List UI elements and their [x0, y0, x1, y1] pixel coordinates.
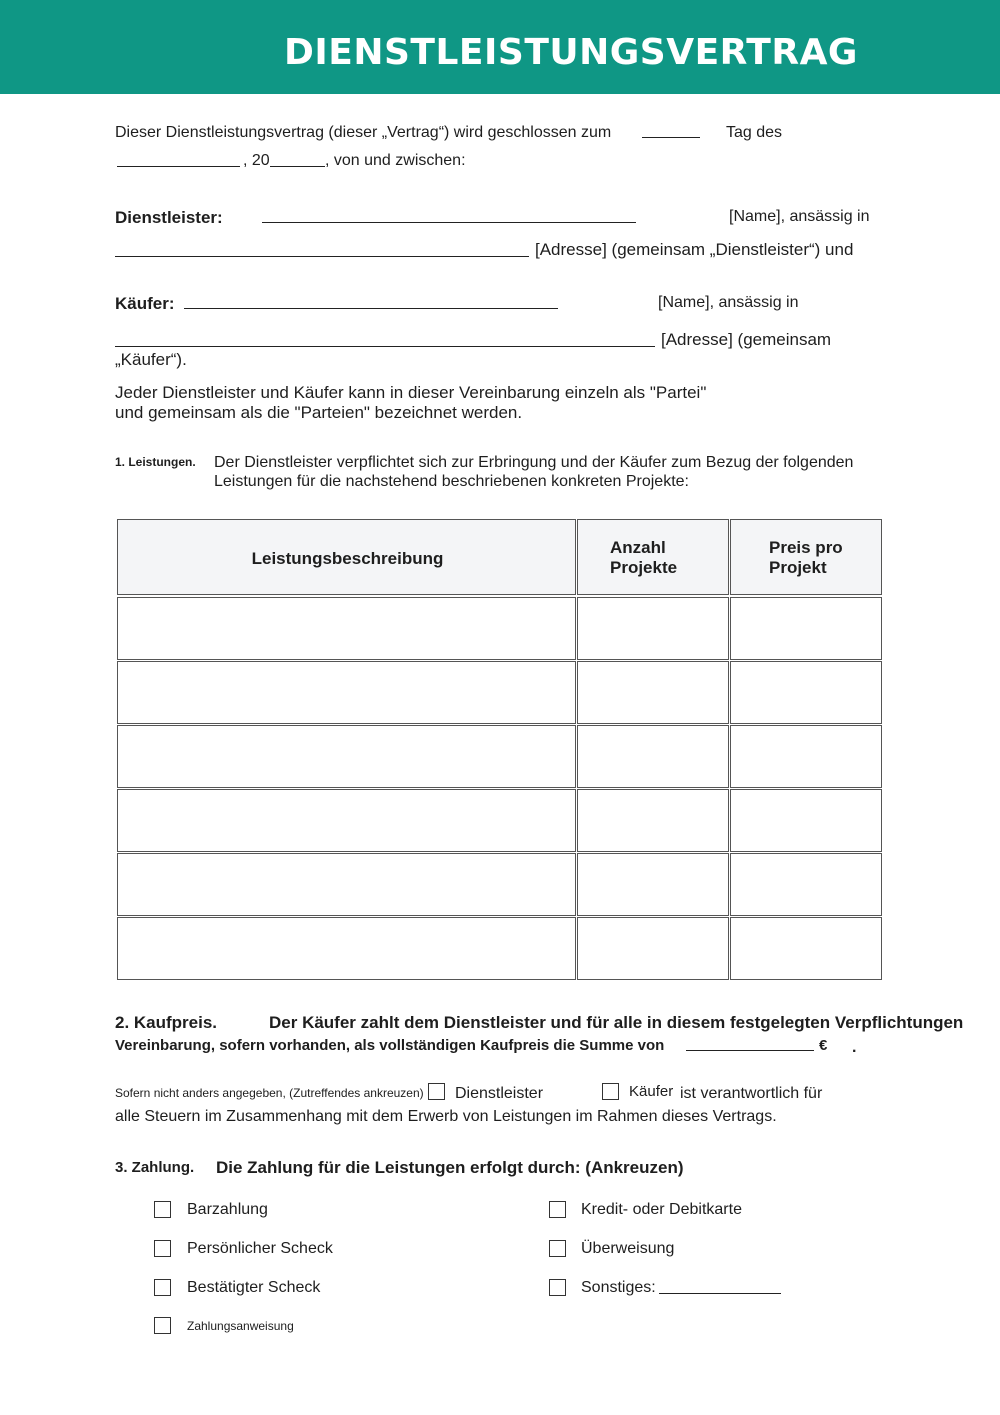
tax-line-2: alle Steuern im Zusammenhang mit dem Erwerb von Leistungen im Rahmen dieses Vertrags. [115, 1108, 777, 1125]
buyer-name-blank[interactable] [184, 308, 558, 309]
table-cell-quantity[interactable] [577, 917, 729, 980]
day-blank[interactable] [642, 137, 700, 138]
month-blank[interactable] [117, 166, 240, 167]
year-blank[interactable] [270, 166, 325, 167]
money-order-checkbox[interactable] [154, 1317, 171, 1334]
currency-symbol: € [819, 1037, 828, 1054]
table-header-cell [730, 519, 882, 595]
intro-text: Dieser Dienstleistungsvertrag (dieser „Vertrag“) wird geschlossen zum [115, 124, 612, 141]
transfer-checkbox[interactable] [549, 1240, 566, 1257]
table-cell-quantity[interactable] [577, 725, 729, 788]
table-cell-price[interactable] [730, 853, 882, 916]
card-checkbox[interactable] [549, 1201, 566, 1218]
table-cell-description[interactable] [117, 853, 576, 916]
table-cell-quantity[interactable] [577, 789, 729, 852]
buyer-tax-label: Käufer [629, 1083, 674, 1100]
other-checkbox[interactable] [549, 1279, 566, 1296]
provider-name-blank[interactable] [262, 222, 636, 223]
payment-option-label: Kredit- oder Debitkarte [581, 1201, 742, 1218]
section-3-label: 3. Zahlung. [115, 1159, 195, 1176]
document-title: DIENSTLEISTUNGSVERTRAG [284, 32, 858, 73]
table-cell-price[interactable] [730, 789, 882, 852]
payment-option-label: Bestätigter Scheck [187, 1279, 321, 1296]
buyer-tax-checkbox[interactable] [602, 1083, 619, 1100]
payment-option-label: Sonstiges: [581, 1279, 656, 1296]
buyer-address-blank[interactable] [115, 346, 655, 347]
section-2-period: . [852, 1039, 857, 1056]
column-header-quantity: Anzahl Projekte [610, 538, 678, 577]
table-header-cell [577, 519, 729, 595]
provider-address-blank[interactable] [115, 256, 529, 257]
certified-check-checkbox[interactable] [154, 1279, 171, 1296]
other-blank[interactable] [659, 1293, 781, 1294]
parties-line-2: und gemeinsam als die "Parteien" bezeichnet werden. [115, 403, 523, 422]
table-header-cell [117, 519, 576, 595]
table-cell-description[interactable] [117, 597, 576, 660]
section-2-line-1: Der Käufer zahlt dem Dienstleister und für alle in diesem festgelegten Verpflichtungen [269, 1013, 964, 1032]
cash-checkbox[interactable] [154, 1201, 171, 1218]
column-header-price: Preis pro Projekt [769, 538, 843, 577]
table-cell-price[interactable] [730, 917, 882, 980]
payment-option-label: Zahlungsanweisung [187, 1319, 294, 1333]
provider-address-suffix: [Adresse] (gemeinsam „Dienstleister“) und [535, 240, 854, 259]
tax-prefix: Sofern nicht anders angegeben, (Zutreffendes ankreuzen) [115, 1086, 424, 1100]
payment-option-label: Barzahlung [187, 1201, 268, 1218]
table-cell-description[interactable] [117, 661, 576, 724]
intro-tag-des: Tag des [726, 124, 783, 141]
table-cell-description[interactable] [117, 917, 576, 980]
provider-label: Dienstleister: [115, 208, 223, 227]
provider-name-suffix: [Name], ansässig in [729, 208, 870, 225]
intro-year-prefix: , 20 [243, 152, 270, 169]
responsible-text: ist verantwortlich für [680, 1085, 823, 1102]
table-cell-quantity[interactable] [577, 661, 729, 724]
table-cell-price[interactable] [730, 597, 882, 660]
provider-tax-label: Dienstleister [455, 1085, 544, 1102]
parties-line-1: Jeder Dienstleister und Käufer kann in dieser Vereinbarung einzeln als "Partei" [115, 383, 707, 402]
table-cell-price[interactable] [730, 725, 882, 788]
payment-option-label: Persönlicher Scheck [187, 1240, 333, 1257]
buyer-label: Käufer: [115, 294, 175, 313]
table-cell-quantity[interactable] [577, 597, 729, 660]
payment-option-label: Überweisung [581, 1240, 675, 1257]
section-1-line-2: Leistungen für die nachstehend beschriebenen konkreten Projekte: [214, 473, 689, 490]
section-3-heading: Die Zahlung für die Leistungen erfolgt durch: (Ankreuzen) [216, 1158, 684, 1177]
table-cell-description[interactable] [117, 725, 576, 788]
column-header-description: Leistungsbeschreibung [251, 549, 444, 568]
buyer-address-end: „Käufer“). [115, 350, 187, 369]
section-1-line-1: Der Dienstleister verpflichtet sich zur Erbringung und der Käufer zum Bezug der folgenden [214, 454, 854, 471]
table-cell-quantity[interactable] [577, 853, 729, 916]
section-1-label: 1. Leistungen. [115, 455, 196, 469]
personal-check-checkbox[interactable] [154, 1240, 171, 1257]
price-sum-blank[interactable] [686, 1050, 814, 1051]
section-2-label: 2. Kaufpreis. [115, 1013, 218, 1032]
buyer-address-suffix: [Adresse] (gemeinsam [661, 330, 832, 349]
intro-between: , von und zwischen: [325, 152, 466, 169]
section-2-line-2: Vereinbarung, sofern vorhanden, als vollständigen Kaufpreis die Summe von [115, 1037, 665, 1054]
provider-tax-checkbox[interactable] [428, 1083, 445, 1100]
table-cell-description[interactable] [117, 789, 576, 852]
buyer-name-suffix: [Name], ansässig in [658, 294, 799, 311]
table-cell-price[interactable] [730, 661, 882, 724]
